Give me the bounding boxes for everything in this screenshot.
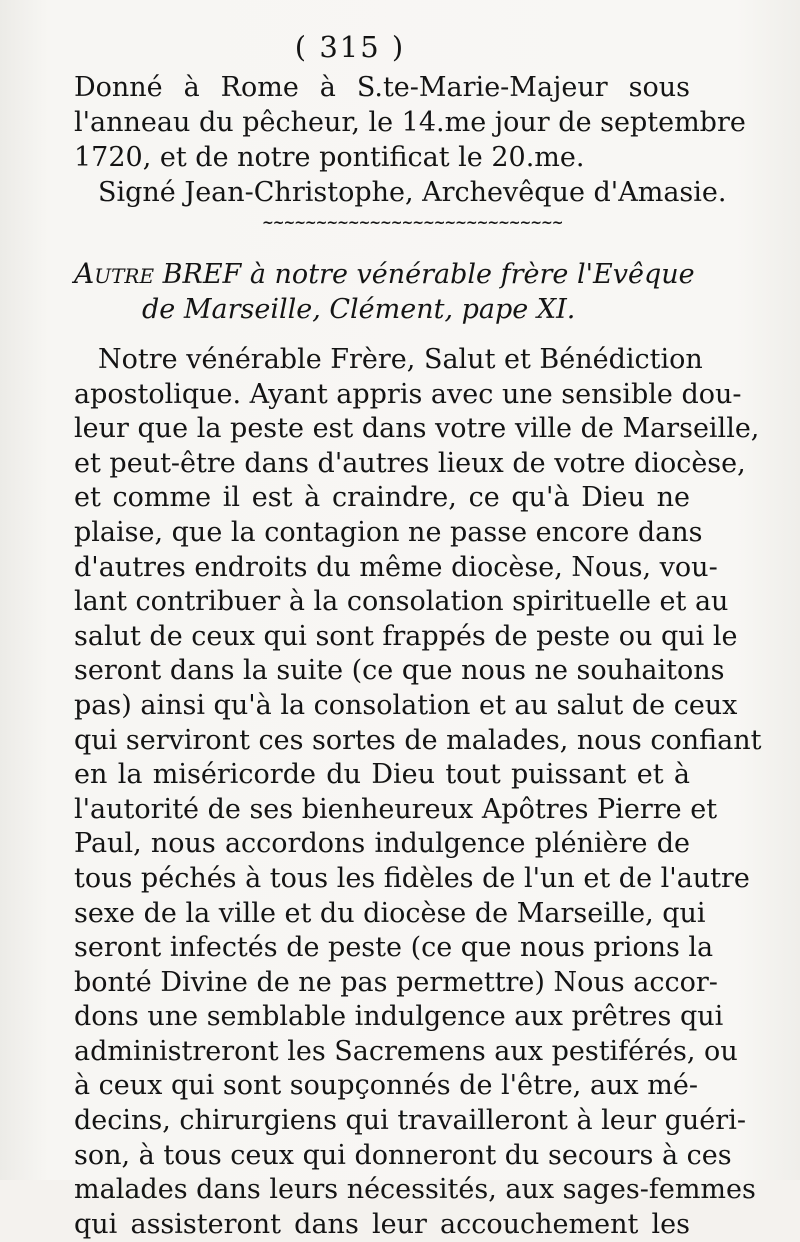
body-line: son, à tous ceux qui donneront du secours à ces	[74, 1139, 732, 1171]
body-line: Notre vénérable Frère, Salut et Bénédiction	[98, 344, 703, 375]
body-line: salut de ceux qui sont frappés de peste ou qui le	[74, 620, 738, 652]
body-line: à ceux qui sont soupçonnés de l'être, aux mé-	[74, 1070, 698, 1102]
body-line: en la miséricorde du Dieu tout puissant et à	[74, 759, 690, 791]
body-line: lant contribuer à la consolation spirituelle et au	[74, 586, 729, 618]
body-line: dons une semblable indulgence aux prêtres qui	[74, 1001, 724, 1033]
body-line: leur que la peste est dans votre ville de Marseille,	[74, 413, 760, 445]
body-line: seront dans la suite (ce que nous ne souhaitons	[74, 655, 725, 687]
body-line: plaise, que la contagion ne passe encore dans	[74, 516, 703, 548]
body-line: decins, chirurgiens qui travailleront à leur guéri-	[74, 1105, 746, 1137]
body-line: pas) ainsi qu'à la consolation et au salut de ceux	[74, 689, 738, 721]
body-line: et comme il est à craindre, ce qu'à Dieu ne	[74, 482, 690, 514]
intro-line-3: 1720, et de notre pontificat le 20.me.	[74, 142, 585, 173]
body-line: administreront les Sacremens aux pestiférés, ou	[74, 1035, 738, 1067]
body-line: l'autorité de ses bienheureux Apôtres Pierre et	[74, 793, 718, 825]
ornamental-separator: ~~~~~~~~~~~~~~~~~~~~~~~~~~~~	[262, 215, 563, 231]
body-line: qui serviront ces sortes de malades, nous confiant	[74, 724, 762, 756]
page-number: ( 315 )	[294, 30, 406, 64]
heading-line-1-rest: BREF à notre vénérable frère l'Evêque	[162, 259, 695, 290]
section-heading	[74, 256, 695, 328]
body-line: d'autres endroits du même diocèse, Nous, vou-	[74, 551, 718, 583]
signature-line: Signé Jean-Christophe, Archevêque d'Amasie.	[98, 177, 727, 208]
body-line: malades dans leurs nécessités, aux sages-femmes	[74, 1174, 756, 1206]
body-line: qui assisteront dans leur accouchement les	[74, 1208, 690, 1240]
body-line: seront infectés de peste (ce que nous prions la	[74, 932, 714, 964]
body-paragraph	[74, 343, 762, 1242]
body-line: et peut-être dans d'autres lieux de votre diocèse,	[74, 447, 746, 479]
heading-autre: Autre	[74, 257, 155, 290]
body-line: Paul, nous accordons indulgence plénière de	[74, 828, 690, 860]
body-line: tous péchés à tous les fidèles de l'un et de l'autre	[74, 862, 750, 894]
body-line: apostolique. Ayant appris avec une sensible dou-	[74, 378, 742, 410]
intro-line-2: l'anneau du pêcheur, le 14.me jour de septembre	[74, 107, 746, 138]
intro-line-1: Donné à Rome à S.te-Marie-Majeur sous	[74, 72, 690, 103]
heading-line-2: de Marseille, Clément, pape XI.	[142, 294, 576, 325]
body-line: bonté Divine de ne pas permettre) Nous accor-	[74, 966, 718, 998]
body-line: sexe de la ville et du diocèse de Marseille, qui	[74, 897, 706, 929]
intro-paragraph	[74, 70, 746, 210]
heading-line-1	[74, 256, 695, 292]
